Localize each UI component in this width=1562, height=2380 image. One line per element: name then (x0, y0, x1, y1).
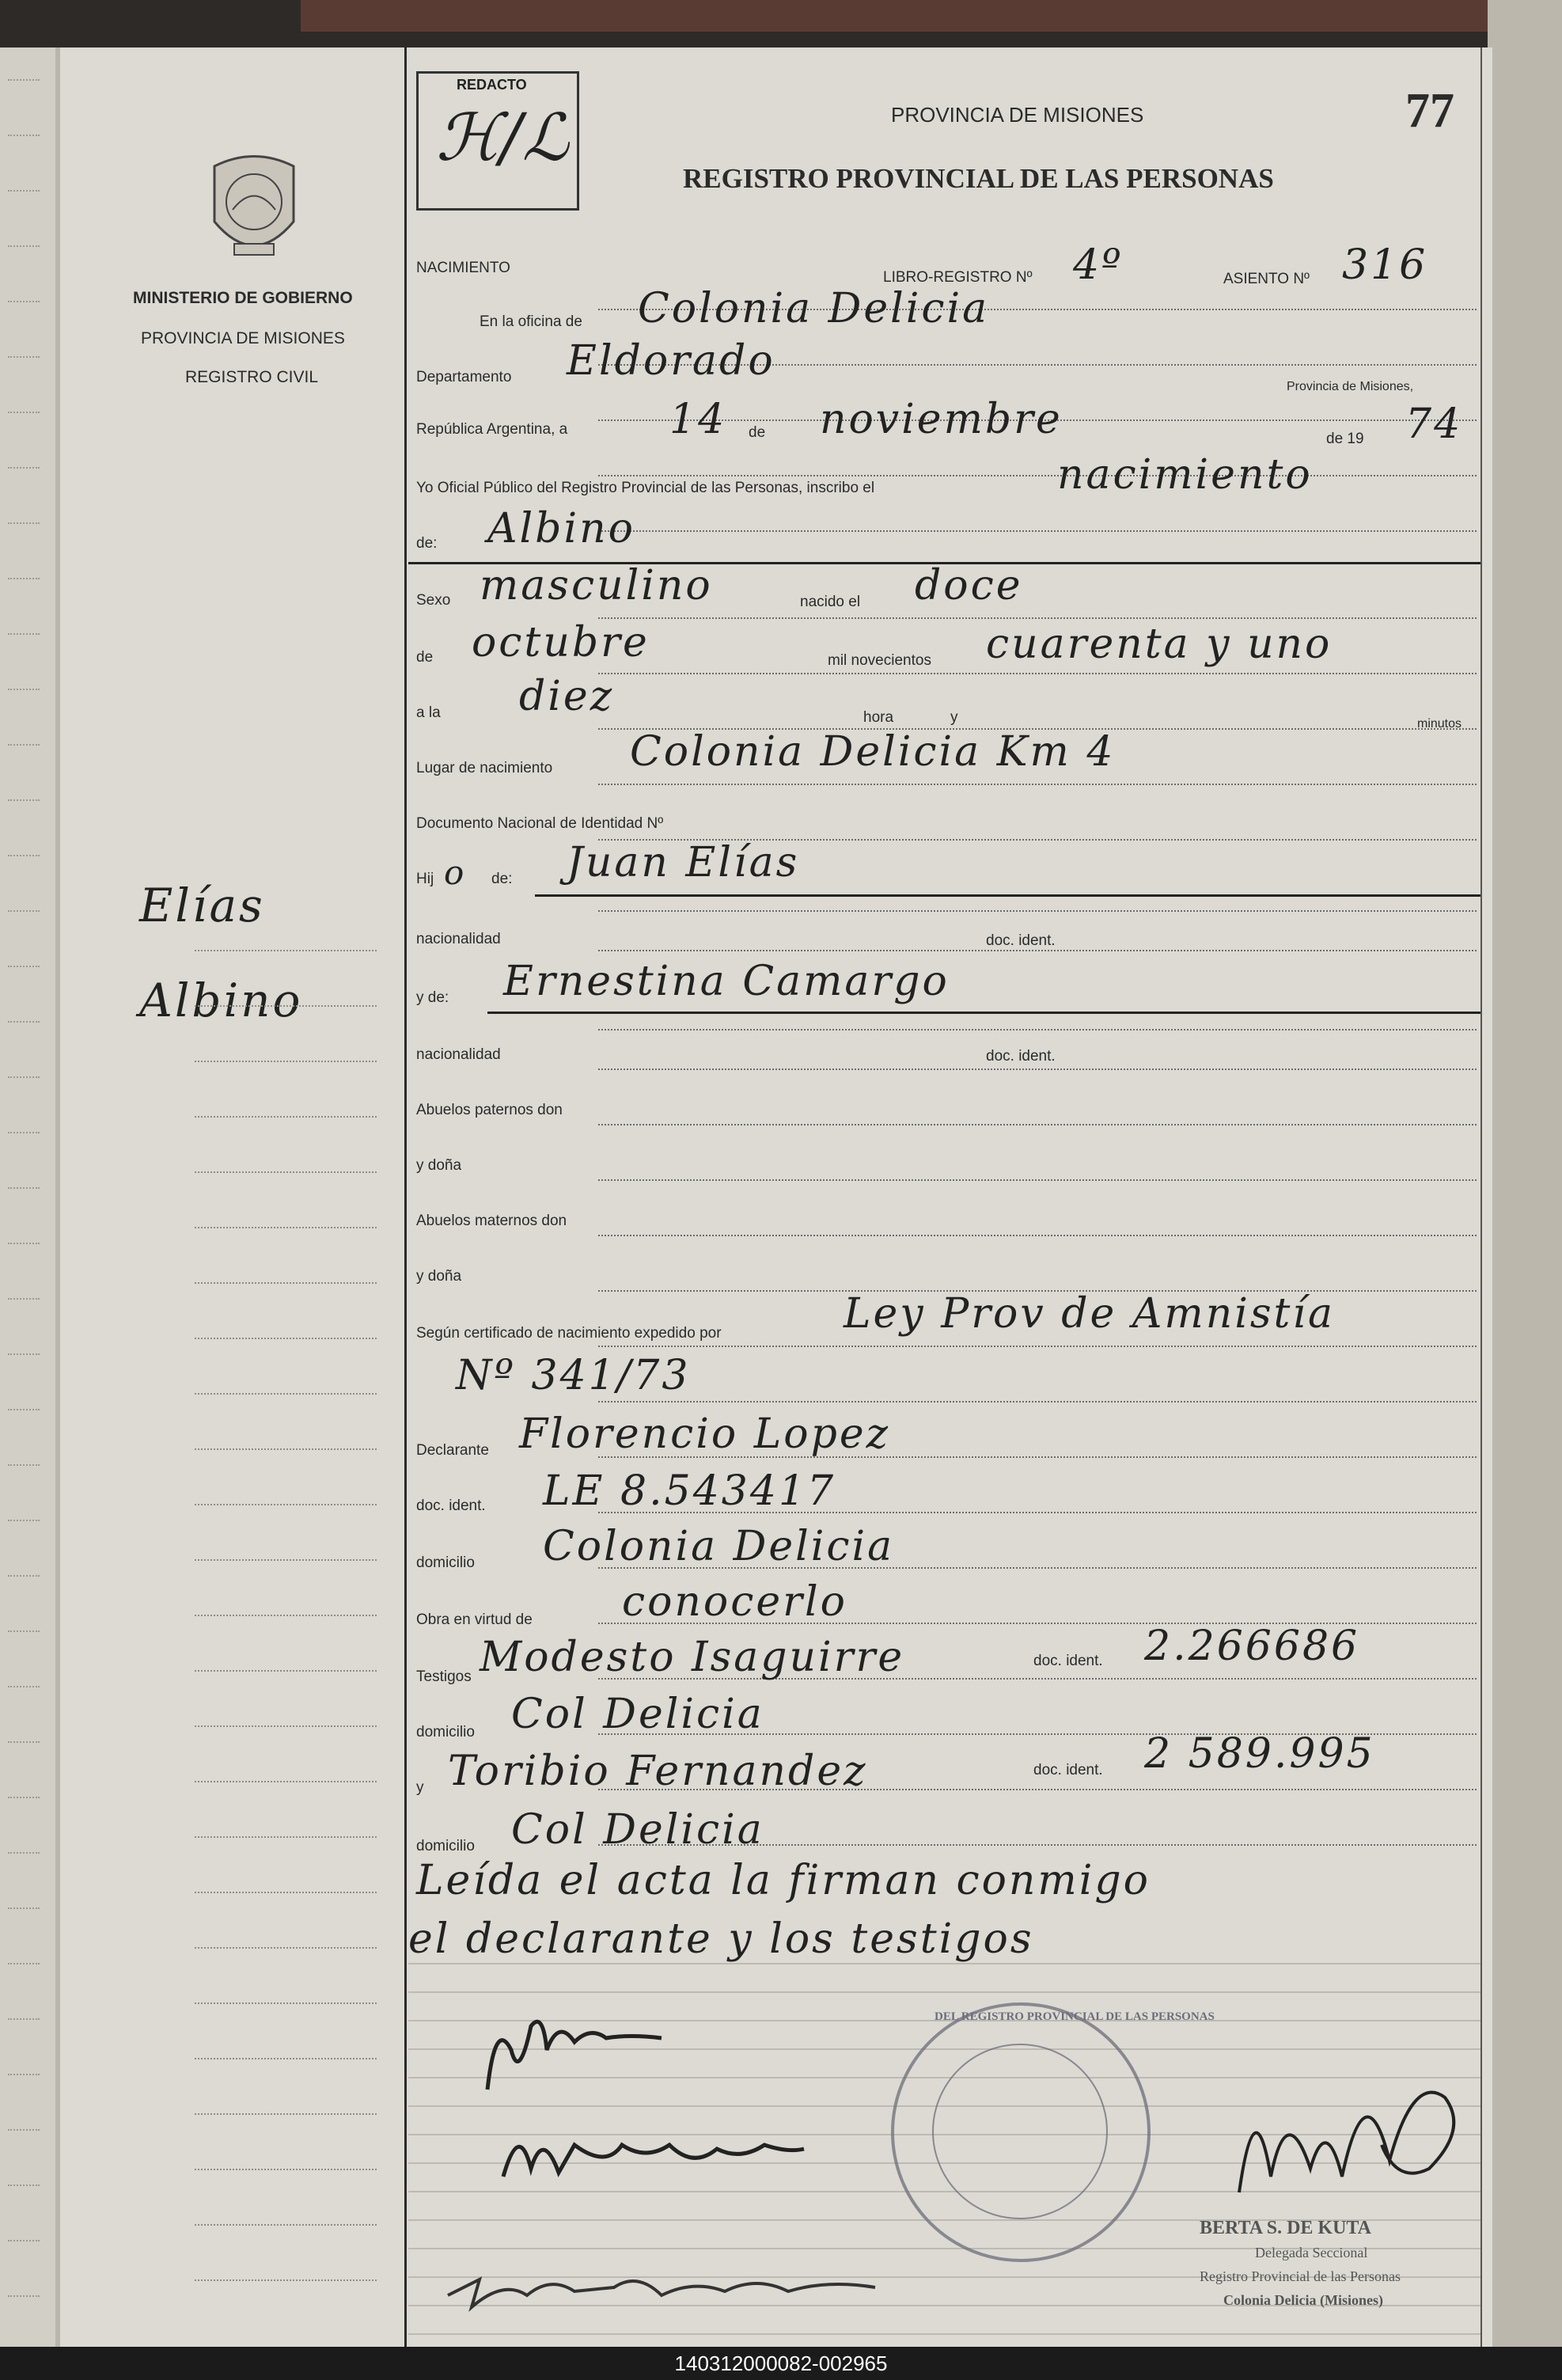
declarante-label: Declarante (416, 1442, 489, 1459)
binder-rule (8, 1686, 40, 1687)
margin-rule (195, 2058, 377, 2059)
margin-rule (195, 1393, 377, 1395)
redacto-initials: ℋ︎/ℒ (436, 101, 569, 176)
declarante-value: Florencio Lopez (519, 1410, 891, 1458)
padre-underline (535, 894, 1480, 897)
margin-rule (195, 2169, 377, 2170)
binder-rule (8, 1353, 40, 1355)
nacido-anio-value: cuarenta y uno (986, 621, 1333, 668)
margin-rule (195, 1781, 377, 1782)
binder-rule (8, 1520, 40, 1521)
field-dotted-line (598, 950, 1477, 951)
header-province: PROVINCIA DE MISIONES (891, 103, 1144, 127)
body-rule (408, 1991, 1480, 1993)
binder-rule (8, 467, 40, 469)
left-province-label: PROVINCIA DE MISIONES (141, 329, 345, 347)
dia-value: 14 (669, 396, 727, 443)
departamento-label: Departamento (416, 369, 512, 385)
binder-rule (8, 1852, 40, 1854)
binder-rule (8, 1187, 40, 1189)
docident2-label: doc. ident. (986, 1048, 1056, 1065)
margin-rule (195, 2002, 377, 2004)
field-dotted-line (598, 530, 1477, 532)
binder-rule (8, 1076, 40, 1078)
signature-witness2-icon (432, 2248, 907, 2335)
testigo1-value: Modesto Isaguirre (480, 1634, 905, 1681)
hijo-de-label: de: (491, 871, 513, 887)
binder-rule (8, 2129, 40, 2131)
stamp-role: Delegada Seccional (1255, 2245, 1368, 2260)
binder-rule (8, 1741, 40, 1743)
margin-rule (195, 2113, 377, 2115)
testigo2-domicilio-value: Col Delicia (511, 1806, 764, 1854)
docident4-label: doc. ident. (1033, 1653, 1103, 1669)
binder-rule (8, 301, 40, 302)
binder-rule (8, 2295, 40, 2297)
signature-declarant-icon (472, 2002, 677, 2105)
segun-value-1: Ley Prov de Amnistía (844, 1290, 1336, 1338)
asiento-value: 316 (1342, 241, 1428, 289)
minutos-label: minutos (1417, 717, 1462, 731)
margin-rule (195, 1615, 377, 1616)
field-dotted-line (598, 475, 1477, 476)
margin-rule (195, 1227, 377, 1228)
de2-label: de (416, 649, 434, 666)
field-dotted-line (598, 1346, 1477, 1347)
nacido-label: nacido el (800, 594, 861, 610)
hijo-label: Hij (416, 871, 434, 887)
coat-of-arms-icon (203, 150, 305, 269)
margin-rule (195, 1061, 377, 1062)
stamp-place: Colonia Delicia (Misiones) (1223, 2292, 1383, 2308)
binder-rule (8, 2074, 40, 2075)
de-label: de (749, 424, 766, 441)
dni-label: Documento Nacional de Identidad Nº (416, 815, 664, 832)
binder-rule (8, 412, 40, 413)
field-dotted-line (598, 910, 1477, 912)
obra-value: conocerlo (622, 1578, 847, 1626)
margin-rule (195, 1282, 377, 1284)
margin-given-name: Albino (139, 974, 303, 1027)
cierre-line-1: Leída el acta la firman conmigo (416, 1857, 1151, 1904)
binder-rule (8, 1298, 40, 1300)
redacto-label: REDACTO (457, 77, 527, 93)
field-dotted-line (598, 784, 1477, 785)
testigos-label: Testigos (416, 1668, 472, 1685)
seal-inner-ring (932, 2044, 1108, 2219)
ministry-label: MINISTERIO DE GOBIERNO (133, 289, 353, 307)
mil-label: mil novecientos (828, 652, 931, 669)
register-page (55, 47, 1492, 2347)
header-title: REGISTRO PROVINCIAL DE LAS PERSONAS (683, 163, 1274, 194)
seal-ring-text: DEL REGISTRO PROVINCIAL DE LAS PERSONAS (935, 2010, 1215, 2023)
nacido-dia-value: doce (915, 562, 1023, 609)
field-dotted-line (598, 1124, 1477, 1125)
binder-rule (8, 910, 40, 912)
de19-label: de 19 (1326, 431, 1364, 447)
republica-label: República Argentina, a (416, 421, 568, 438)
abuelos-maternos-label: Abuelos maternos don (416, 1213, 567, 1229)
stamp-name: BERTA S. DE KUTA (1200, 2218, 1371, 2238)
margin-rule (195, 1836, 377, 1838)
margin-rule (195, 1448, 377, 1450)
abuelos-paternos-label: Abuelos paternos don (416, 1102, 563, 1118)
domicilio3-label: domicilio (416, 1838, 475, 1854)
oficina-label: En la oficina de (480, 313, 582, 330)
binder-rule (8, 1963, 40, 1964)
provincia-misiones-label: Provincia de Misiones, (1287, 380, 1414, 393)
ydona2-label: y doña (416, 1268, 462, 1285)
field-dotted-line (598, 1029, 1477, 1031)
y-label: y (950, 709, 958, 726)
binder-rule (8, 1132, 40, 1133)
signature-witness1-icon (487, 2113, 820, 2200)
binder-rule (8, 1797, 40, 1798)
page-number: 77 (1405, 84, 1454, 138)
margin-surname: Elías (139, 879, 265, 932)
margin-rule (195, 1892, 377, 1893)
column-divider (404, 47, 407, 2347)
testigo1-doc-value: 2.266686 (1144, 1623, 1360, 1670)
binder-rule (8, 1464, 40, 1466)
binder-rule (8, 966, 40, 967)
margin-rule (195, 1504, 377, 1505)
right-page-edge (1488, 0, 1562, 2351)
binder-rule (8, 190, 40, 192)
binder-rule (8, 689, 40, 690)
binder-rule (8, 1630, 40, 1632)
field-dotted-line (598, 673, 1477, 674)
testigo2-value: Toribio Fernandez (448, 1748, 868, 1795)
binder-rule (8, 1575, 40, 1577)
nombre-value: Albino (487, 505, 635, 552)
margin-rule (195, 1116, 377, 1118)
binder-rule (8, 1907, 40, 1909)
margin-rule (195, 1670, 377, 1672)
anio-value: 74 (1405, 400, 1463, 448)
y2-label: y (416, 1779, 424, 1796)
field-dotted-line (598, 1235, 1477, 1236)
padre-value: Juan Elías (567, 839, 800, 886)
margin-rule (195, 1947, 377, 1949)
binder-rule (8, 522, 40, 524)
binder-rule (8, 79, 40, 81)
asiento-label: ASIENTO Nº (1223, 271, 1310, 287)
binder-rule (8, 2185, 40, 2186)
margin-rule (195, 1005, 377, 1007)
top-cover-strip (0, 0, 1562, 47)
madre-underline (487, 1012, 1480, 1014)
field-dotted-line (598, 1401, 1477, 1403)
margin-rule (195, 1171, 377, 1173)
madre-value: Ernestina Camargo (503, 958, 950, 1005)
margin-rule (195, 1725, 377, 1727)
testigo1-domicilio-value: Col Delicia (511, 1691, 764, 1738)
official-seal-stamp (891, 2002, 1151, 2262)
sexo-label: Sexo (416, 592, 451, 609)
hora-value: diez (519, 673, 615, 720)
inscribo-value: nacimiento (1057, 451, 1313, 499)
ala-label: a la (416, 704, 441, 721)
testigo2-doc-value: 2 589.995 (1144, 1730, 1375, 1778)
field-dotted-line (598, 1179, 1477, 1181)
margin-rule (195, 2279, 377, 2281)
yde-label: y de: (416, 989, 449, 1006)
nacionalidad1-label: nacionalidad (416, 931, 501, 947)
margin-rule (195, 2224, 377, 2226)
obra-label: Obra en virtud de (416, 1611, 533, 1628)
binder-rule (8, 633, 40, 635)
docident5-label: doc. ident. (1033, 1762, 1103, 1778)
binder-rule (8, 135, 40, 136)
binder-rule (8, 799, 40, 801)
domicilio2-label: domicilio (416, 1724, 475, 1740)
nacimiento-label: NACIMIENTO (416, 260, 510, 276)
libro-label: LIBRO-REGISTRO Nº (883, 269, 1033, 286)
de-colon-label: de: (416, 535, 438, 552)
body-rule (408, 1963, 1480, 1964)
oficina-value: Colonia Delicia (638, 285, 990, 332)
declarante-domicilio-value: Colonia Delicia (543, 1523, 895, 1570)
domicilio1-label: domicilio (416, 1554, 475, 1571)
binder-rule (8, 1021, 40, 1023)
signature-official-icon (1208, 2050, 1492, 2224)
declarante-doc-value: LE 8.543417 (543, 1467, 836, 1515)
sexo-value: masculino (480, 562, 713, 609)
binder-rule (8, 1243, 40, 1244)
margin-rule (195, 1338, 377, 1339)
docident3-label: doc. ident. (416, 1497, 486, 1514)
binder-rule (8, 1409, 40, 1410)
binder-rule (8, 356, 40, 358)
binder-rule (8, 2240, 40, 2241)
nacionalidad2-label: nacionalidad (416, 1046, 501, 1063)
binder-rule (8, 578, 40, 579)
lugar-value: Colonia Delicia Km 4 (630, 728, 1116, 776)
ydona1-label: y doña (416, 1157, 462, 1174)
cierre-line-2: el declarante y los testigos (408, 1915, 1034, 1963)
field-dotted-line (598, 1069, 1477, 1070)
binder-rule (8, 2018, 40, 2020)
margin-rule (195, 950, 377, 951)
registry-label: REGISTRO CIVIL (185, 368, 319, 386)
segun-label: Según certificado de nacimiento expedido por (416, 1325, 722, 1342)
mes-value: noviembre (820, 396, 1063, 443)
right-border (1480, 47, 1482, 2347)
lugar-label: Lugar de nacimiento (416, 760, 553, 776)
image-id-footer: 140312000082-002965 (0, 2347, 1562, 2380)
binder-rule (8, 744, 40, 746)
binder-rule (8, 245, 40, 247)
docident1-label: doc. ident. (986, 932, 1056, 949)
nacido-mes-value: octubre (472, 619, 650, 666)
binder-rule (8, 855, 40, 856)
redacto-box (416, 71, 579, 211)
hora-label: hora (863, 709, 894, 726)
book-cover (301, 0, 1488, 32)
departamento-value: Eldorado (567, 337, 775, 385)
field-dotted-line (598, 617, 1477, 619)
segun-value-2: Nº 341/73 (456, 1352, 691, 1399)
libro-value: 4º (1073, 241, 1124, 289)
left-page-strip (0, 47, 57, 2347)
stamp-office: Registro Provincial de las Personas (1200, 2268, 1401, 2284)
oficial-label: Yo Oficial Público del Registro Provincial de las Personas, inscribo el (416, 480, 875, 496)
margin-rule (195, 1559, 377, 1561)
hijo-suffix: o (444, 853, 467, 892)
